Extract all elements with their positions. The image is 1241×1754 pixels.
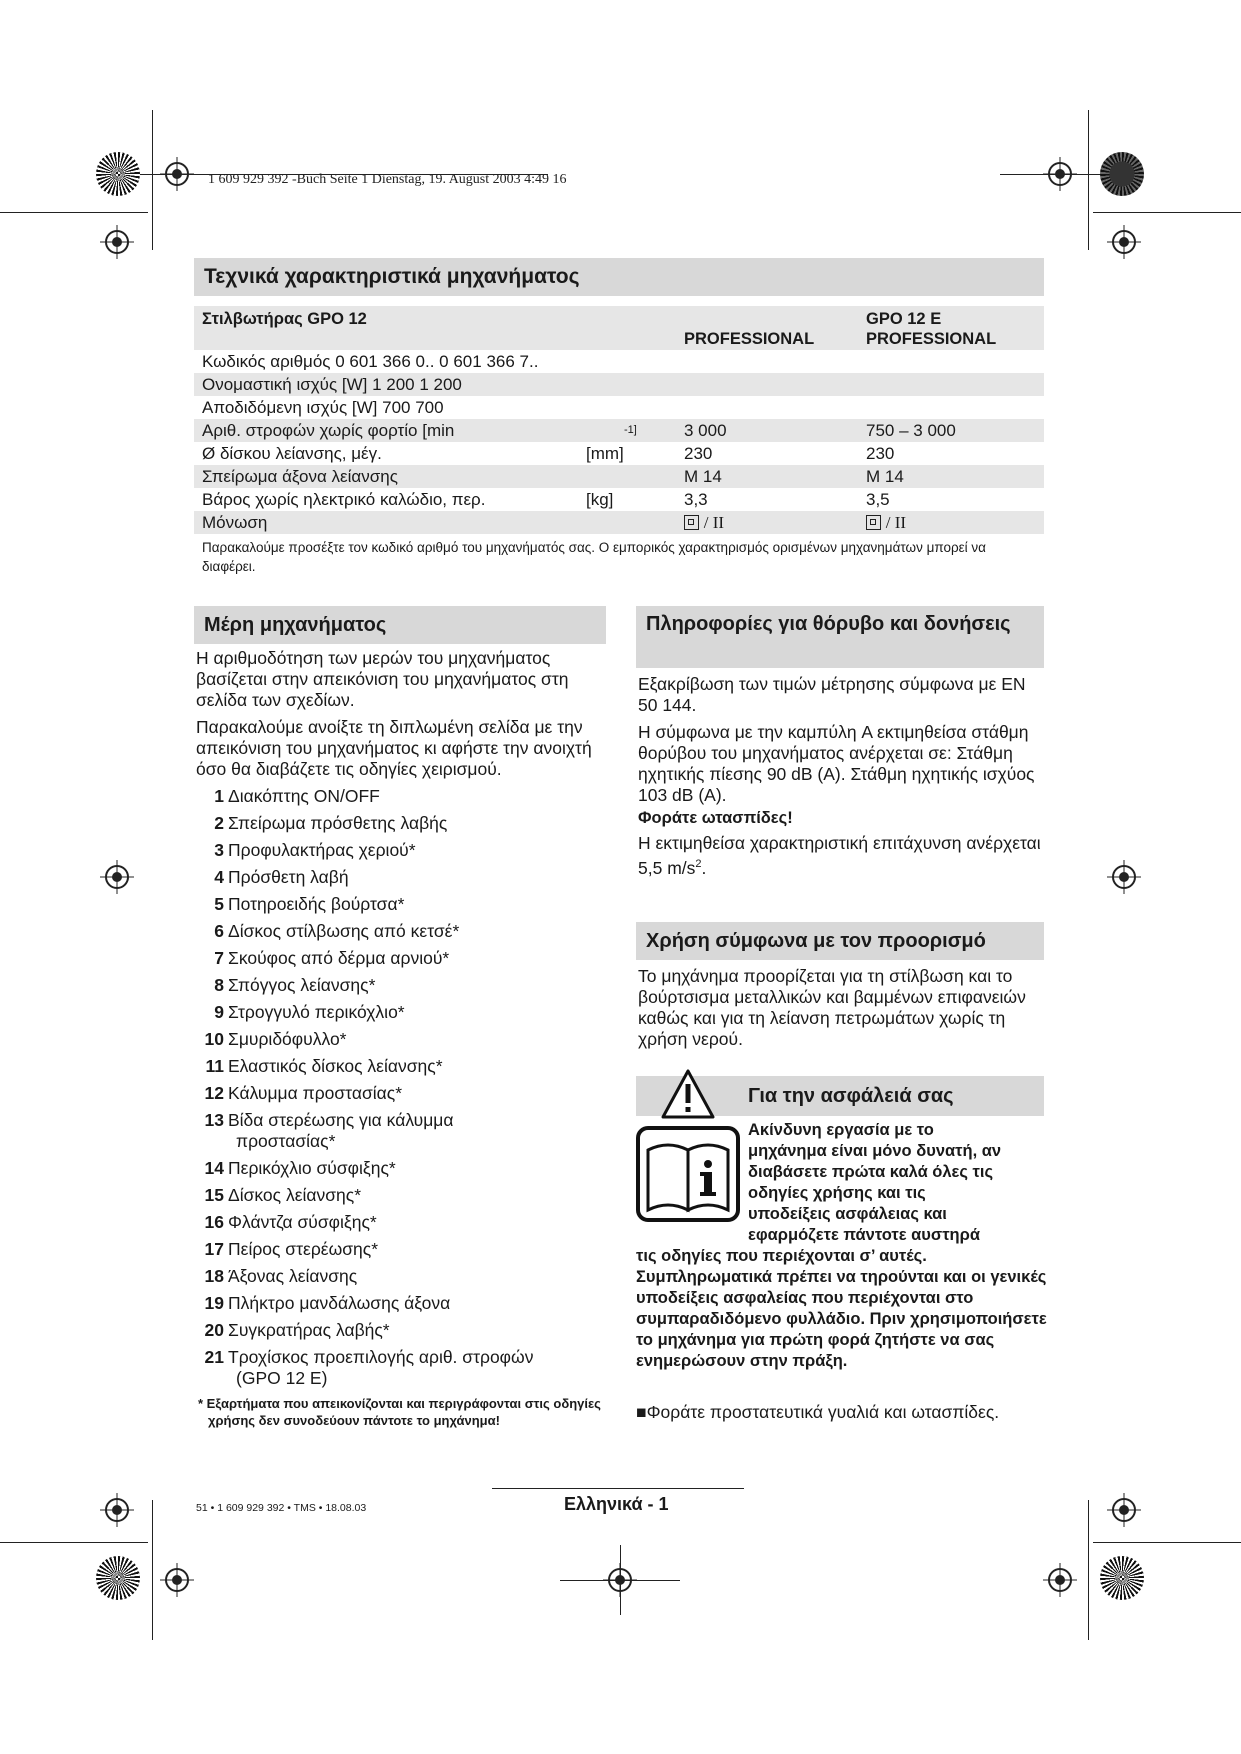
part-number: 1 <box>214 786 224 806</box>
registration-mark-icon <box>603 1563 637 1597</box>
spec-col2-header: PROFESSIONAL <box>866 330 997 348</box>
tech-data-heading: Τεχνικά χαρακτηριστικά μηχανήματος <box>194 258 1044 296</box>
noise-section <box>638 674 1046 885</box>
part-number: 5 <box>214 894 224 914</box>
part-number: 17 <box>204 1239 224 1259</box>
parts-list-item <box>196 1266 608 1287</box>
part-label: Περικόχλιο σύσφιξης* <box>228 1158 396 1178</box>
part-number: 12 <box>204 1083 224 1103</box>
spec-row: Αποδιδόμενη ισχύς [W] 700 700 <box>202 398 444 417</box>
registration-mark-icon <box>1043 157 1077 191</box>
parts-list-item <box>196 1320 608 1341</box>
registration-mark-icon <box>1107 225 1141 259</box>
model-note: Παρακαλούμε προσέξτε τον κωδικό αριθμό του μηχανήματός σας. Ο εμπορικός χαρακτηρισμός ορισμένων μηχανημάτων μπορεί να διαφέρει. <box>202 540 986 574</box>
noise-warning: Φοράτε ωτασπίδες! <box>638 809 793 827</box>
part-number: 20 <box>204 1320 224 1340</box>
part-number: 15 <box>204 1185 224 1205</box>
parts-footnote: * Εξαρτήματα που απεικονίζονται και περιγράφονται στις οδηγίες χρήσης δεν συνοδεύουν πάντοτε το μηχάνημα! <box>198 1396 601 1428</box>
parts-list-item <box>196 1158 608 1179</box>
part-label: Κάλυμμα προστασίας* <box>228 1083 403 1103</box>
intended-use-text: Το μηχάνημα προορίζεται για τη στίλβωση και το βούρτσισμα μεταλλικών και βαμμένων επιφανειών καθώς και για τη λείανση πετρωμάτων χωρίς τη χρήση νερού. <box>638 966 1026 1049</box>
part-label: Δίσκος λείανσης* <box>228 1185 362 1205</box>
part-label: Διακόπτης ON/OFF <box>228 786 380 806</box>
spec-header-row <box>194 306 1044 350</box>
part-label: Πλήκτρο μανδάλωσης άξονα <box>228 1293 451 1313</box>
parts-list-item <box>196 1347 608 1389</box>
spec-col2-header-model: GPO 12 E <box>866 310 942 328</box>
parts-list-item <box>196 786 608 807</box>
part-label-continued: προστασίας* <box>236 1131 336 1151</box>
parts-list-item <box>196 975 608 996</box>
parts-list-item <box>196 1083 608 1104</box>
spec-row: Κωδικός αριθμός 0 601 366 0.. 0 601 366 7.. <box>202 352 539 371</box>
spec-col1-header: PROFESSIONAL <box>684 330 815 348</box>
warning-triangle-icon <box>660 1068 716 1120</box>
print-slug: 1 609 929 392 -Buch Seite 1 Dienstag, 19. August 2003 4:49 16 <box>208 172 567 187</box>
part-number: 4 <box>214 867 224 887</box>
part-number: 19 <box>204 1293 224 1313</box>
parts-list-item <box>196 921 608 942</box>
parts-heading: Μέρη μηχανήματος <box>194 606 606 644</box>
registration-mark-icon <box>100 225 134 259</box>
part-number: 6 <box>214 921 224 941</box>
noise-levels: Η σύμφωνα με την καμπύλη A εκτιμηθείσα στάθμη θορύβου του μηχανήματος ανέρχεται σε: Στάθμη ηχητικής πίεσης 90 dB (A). Στάθμη ηχητικής ισχύος 103 dB (A). <box>638 722 1035 805</box>
registration-mark-icon <box>160 157 194 191</box>
parts-list-item <box>196 813 608 834</box>
part-number: 10 <box>204 1029 224 1049</box>
part-label: Φλάντζα σύσφιξης* <box>228 1212 377 1232</box>
part-number: 9 <box>214 1002 224 1022</box>
parts-list-item <box>196 948 608 969</box>
part-label: Σπείρωμα πρόσθετης λαβής <box>228 813 448 833</box>
part-label: Στρογγυλό περικόχλιο* <box>228 1002 405 1022</box>
part-label: Συγκρατήρας λαβής* <box>228 1320 390 1340</box>
parts-list-item <box>196 1239 608 1260</box>
part-number: 3 <box>214 840 224 860</box>
part-number: 18 <box>204 1266 224 1286</box>
safety-bullet: ■Φοράτε προστατευτικά γυαλιά και ωτασπίδες. <box>636 1402 1000 1422</box>
part-number: 13 <box>204 1110 224 1130</box>
registration-mark-icon <box>1107 860 1141 894</box>
parts-list-item <box>196 894 608 915</box>
safety-heading: Για την ασφάλειά σας <box>748 1085 954 1107</box>
parts-list-item <box>196 1056 608 1077</box>
parts-instructions: Παρακαλούμε ανοίξτε τη διπλωμένη σελίδα με την απεικόνιση του μηχανήματος κι αφήστε την ανοιχτή όσο θα διαβάζετε τις οδηγίες χειρισμού. <box>196 717 592 779</box>
parts-list-item <box>196 867 608 888</box>
parts-list-item <box>196 1110 608 1152</box>
parts-list-item <box>196 1002 608 1023</box>
parts-list <box>196 786 608 1389</box>
part-label: Άξονας λείανσης <box>228 1266 358 1286</box>
vibration-value: Η εκτιμηθείσα χαρακτηριστική επιτάχυνση ανέρχεται 5,5 $m/s^2$. <box>638 833 1041 878</box>
double-insulation-icon <box>684 515 699 530</box>
part-number: 14 <box>204 1158 224 1178</box>
spec-row: Αριθ. στροφών χωρίς φορτίο [min $^{-1]}$ 3 000 750 – 3 000 <box>194 419 1044 442</box>
double-insulation-icon <box>866 515 881 530</box>
parts-list-item <box>196 840 608 861</box>
spec-product-name: Στιλβωτήρας GPO 12 <box>202 310 367 328</box>
safety-text: Ακίνδυνη εργασία με το μηχάνημα είναι μόνο δυνατή, αν διαβάσετε πρώτα καλά όλες τις οδηγίες χρήσης και τις υποδείξεις ασφάλειας και εφαρμόζετε πάντοτε αυστηρά τις οδηγίες που περιέχονται σ’ αυτές. Συμπληρωματικά πρέπει να τηρούνται και οι γενικές υποδείξεις ασφαλείας που περιέχονται στο συμπαραδιδόμενο φυλλάδιο. Πριν χρησιμοποιήσετε το μηχάνημα για πρώτη φορά ζητήστε να σας ενημερώσουν στην πράξη. <box>636 1121 1047 1370</box>
registration-mark-icon <box>1107 1493 1141 1527</box>
part-label: Δίσκος στίλβωσης από κετσέ* <box>228 921 460 941</box>
part-label: Σπόγγος λείανσης* <box>228 975 376 995</box>
part-number: 7 <box>214 948 224 968</box>
unit-superscript: -1] <box>624 424 637 436</box>
footer-rule <box>492 1488 744 1489</box>
part-label: Σκούφος από δέρμα αρνιού* <box>228 948 450 968</box>
parts-list-item <box>196 1293 608 1314</box>
noise-heading: Πληροφορίες για θόρυβο και δονήσεις <box>636 606 1044 668</box>
part-label: Ποτηροειδής βούρτσα* <box>228 894 405 914</box>
part-number: 16 <box>204 1212 224 1232</box>
parts-intro: Η αριθμοδότηση των μερών του μηχανήματος βασίζεται στην απεικόνιση του μηχανήματος στη σελίδα των σχεδίων. <box>196 648 569 710</box>
spec-row: Ø δίσκου λείανσης, μέγ. [mm] 230 230 <box>202 444 895 463</box>
part-label: Βίδα στερέωσης για κάλυμμα <box>228 1110 454 1130</box>
part-label: Προφυλακτήρας χεριού* <box>228 840 416 860</box>
registration-mark-icon <box>160 1563 194 1597</box>
registration-mark-icon <box>100 1493 134 1527</box>
noise-standard: Εξακρίβωση των τιμών μέτρησης σύμφωνα με EN 50 144. <box>638 674 1026 715</box>
parts-list-item <box>196 1185 608 1206</box>
color-target-icon <box>1100 152 1144 196</box>
parts-list-item <box>196 1029 608 1050</box>
part-label: Πρόσθετη λαβή <box>228 867 349 887</box>
part-label: Ελαστικός δίσκος λείανσης* <box>228 1056 443 1076</box>
spec-row: Σπείρωμα άξονα λείανσης M 14 M 14 <box>194 465 1044 488</box>
intended-use-heading: Χρήση σύμφωνα με τον προορισμό <box>636 922 1044 960</box>
part-number: 11 <box>205 1056 224 1076</box>
color-target-icon <box>96 1556 140 1600</box>
part-number: 2 <box>214 813 224 833</box>
parts-list-item <box>196 1212 608 1233</box>
registration-mark-icon <box>1043 1563 1077 1597</box>
page-number: Ελληνικά - 1 <box>564 1494 669 1514</box>
part-number: 8 <box>214 975 224 995</box>
bullet-square-icon: ■ <box>636 1402 647 1422</box>
spec-table <box>194 306 1044 534</box>
part-label-continued: (GPO 12 E) <box>236 1368 328 1388</box>
part-label: Τροχίσκος προεπιλογής αριθ. στροφών <box>228 1347 534 1367</box>
part-label: Πείρος στερέωσης* <box>228 1239 379 1259</box>
part-number: 21 <box>204 1347 224 1367</box>
spec-row: Ονομαστική ισχύς [W] 1 200 1 200 <box>194 373 1044 396</box>
color-target-icon <box>96 152 140 196</box>
part-label: Σμυριδόφυλλο* <box>228 1029 347 1049</box>
spec-row: Βάρος χωρίς ηλεκτρικό καλώδιο, περ. [kg] 3,3 3,5 <box>202 490 890 509</box>
color-target-icon <box>1100 1556 1144 1600</box>
parts-section <box>196 648 608 1429</box>
spec-row: Μόνωση / II / II <box>194 511 1044 534</box>
footer-print-code: 51 • 1 609 929 392 • TMS • 18.08.03 <box>196 1502 367 1514</box>
registration-mark-icon <box>100 860 134 894</box>
